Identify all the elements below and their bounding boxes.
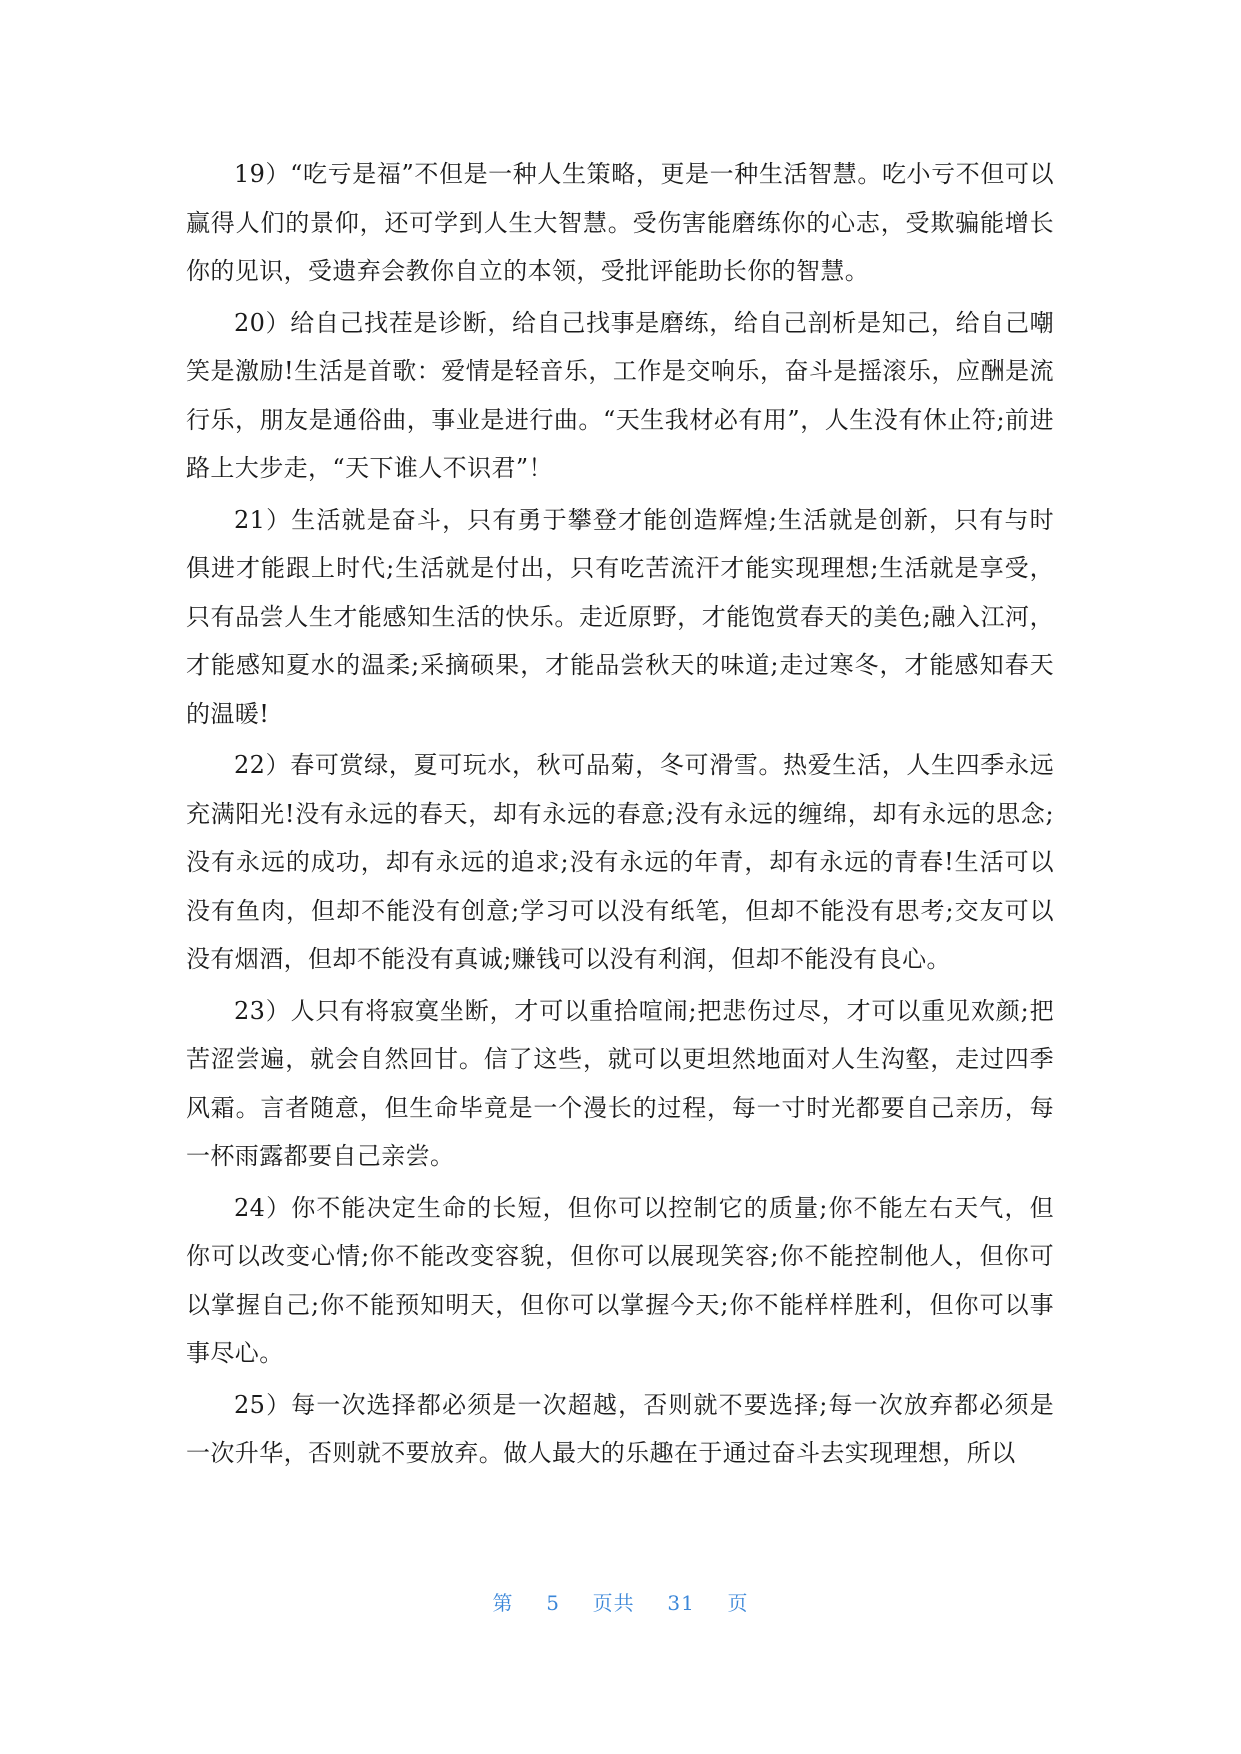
page-footer <box>0 1587 1241 1616</box>
footer-suffix: 页 <box>727 1591 749 1615</box>
paragraph-21: 21）生活就是奋斗，只有勇于攀登才能创造辉煌;生活就是创新，只有与时俱进才能跟上时代;生活就是付出，只有吃苦流汗才能实现理想;生活就是享受，只有品尝人生才能感知生活的快乐。走近原野，才能饱赏春天的美色;融入江河，才能感知夏水的温柔;采摘硕果，才能品尝秋天的味道;走过寒冬，才能感知春天的温暖! <box>186 505 1054 728</box>
footer-middle: 页共 <box>592 1591 635 1615</box>
paragraph-19: 19）“吃亏是福”不但是一种人生策略，更是一种生活智慧。吃小亏不但可以赢得人们的景仰，还可学到人生大智慧。受伤害能磨练你的心志，受欺骗能增长你的见识，受遗弃会教你自立的本领，受批评能助长你的智慧。 <box>186 160 1054 285</box>
paragraph-24: 24）你不能决定生命的长短，但你可以控制它的质量;你不能左右天气，但你可以改变心情;你不能改变容貌，但你可以展现笑容;你不能控制他人，但你可以掌握自己;你不能预知明天，但你可以掌握今天;你不能样样胜利，但你可以事事尽心。 <box>186 1193 1054 1367</box>
document-body <box>186 150 1054 1481</box>
paragraph-25: 25）每一次选择都必须是一次超越，否则就不要选择;每一次放弃都必须是一次升华，否则就不要放弃。做人最大的乐趣在于通过奋斗去实现理想，所以 <box>186 1390 1054 1467</box>
paragraph-20: 20）给自己找茬是诊断，给自己找事是磨练，给自己剖析是知己，给自己嘲笑是激励!生活是首歌：爱情是轻音乐，工作是交响乐，奋斗是摇滚乐，应酬是流行乐，朋友是通俗曲，事业是进行曲。“天生我材必有用”，人生没有休止符;前进路上大步走，“天下谁人不识君”！ <box>186 308 1054 482</box>
total-pages-number: 31 <box>667 1591 695 1615</box>
paragraph-22: 22）春可赏绿，夏可玩水，秋可品菊，冬可滑雪。热爱生活，人生四季永远充满阳光!没有永远的春天，却有永远的春意;没有永远的缠绵，却有永远的思念;没有永远的成功，却有永远的追求;没有永远的年青，却有永远的青春!生活可以没有鱼肉，但却不能没有创意;学习可以没有纸笔，但却不能没有思考;交友可以没有烟酒，但却不能没有真诚;赚钱可以没有利润，但却不能没有良心。 <box>186 751 1054 973</box>
paragraph-23: 23）人只有将寂寞坐断，才可以重拾喧闹;把悲伤过尽，才可以重见欢颜;把苦涩尝遍，就会自然回甘。信了这些，就可以更坦然地面对人生沟壑，走过四季风霜。言者随意，但生命毕竟是一个漫长的过程，每一寸时光都要自己亲历，每一杯雨露都要自己亲尝。 <box>186 996 1054 1170</box>
current-page-number: 5 <box>546 1591 560 1615</box>
footer-prefix: 第 <box>492 1591 514 1615</box>
